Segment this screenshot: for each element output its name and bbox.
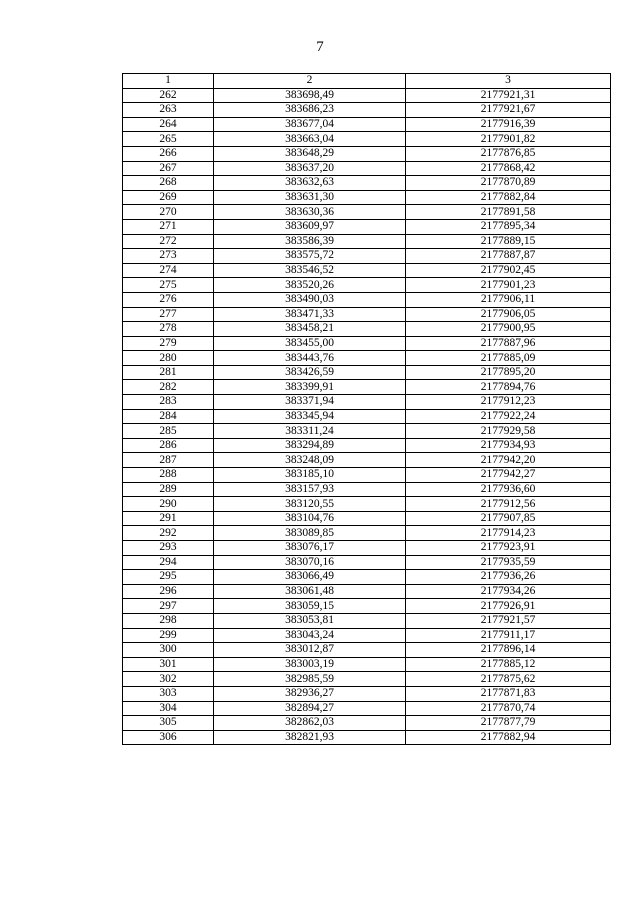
table-row (123, 438, 611, 453)
x-coordinate-cell: 383698,49 (214, 88, 406, 103)
y-coordinate-cell: 2177914,23 (406, 526, 611, 541)
y-coordinate-cell: 2177921,67 (406, 103, 611, 118)
table-row (123, 176, 611, 191)
x-coordinate-cell: 383059,15 (214, 599, 406, 614)
point-number-cell: 273 (123, 249, 214, 264)
x-coordinate-cell: 383120,55 (214, 497, 406, 512)
table-row (123, 701, 611, 716)
y-coordinate-cell: 2177901,82 (406, 132, 611, 147)
coordinates-table (122, 73, 611, 745)
y-coordinate-cell: 2177895,34 (406, 219, 611, 234)
point-number-cell: 303 (123, 686, 214, 701)
y-coordinate-cell: 2177912,56 (406, 497, 611, 512)
x-coordinate-cell: 383663,04 (214, 132, 406, 147)
point-number-cell: 267 (123, 161, 214, 176)
y-coordinate-cell: 2177902,45 (406, 263, 611, 278)
table-row (123, 409, 611, 424)
x-coordinate-cell: 383003,19 (214, 657, 406, 672)
table-row (123, 584, 611, 599)
table-row (123, 511, 611, 526)
y-coordinate-cell: 2177921,31 (406, 88, 611, 103)
point-number-cell: 284 (123, 409, 214, 424)
x-coordinate-cell: 383043,24 (214, 628, 406, 643)
y-coordinate-cell: 2177911,17 (406, 628, 611, 643)
point-number-cell: 274 (123, 263, 214, 278)
x-coordinate-cell: 383104,76 (214, 511, 406, 526)
table-row (123, 716, 611, 731)
y-coordinate-cell: 2177906,11 (406, 292, 611, 307)
table-row (123, 599, 611, 614)
point-number-cell: 287 (123, 453, 214, 468)
x-coordinate-cell: 383089,85 (214, 526, 406, 541)
table-row (123, 336, 611, 351)
x-coordinate-cell: 383345,94 (214, 409, 406, 424)
point-number-cell: 279 (123, 336, 214, 351)
y-coordinate-cell: 2177887,96 (406, 336, 611, 351)
point-number-cell: 290 (123, 497, 214, 512)
table-row (123, 453, 611, 468)
y-coordinate-cell: 2177907,85 (406, 511, 611, 526)
point-number-cell: 280 (123, 351, 214, 366)
point-number-cell: 289 (123, 482, 214, 497)
point-number-cell: 291 (123, 511, 214, 526)
point-number-cell: 262 (123, 88, 214, 103)
x-coordinate-cell: 383066,49 (214, 570, 406, 585)
table-row (123, 686, 611, 701)
point-number-cell: 265 (123, 132, 214, 147)
table-row (123, 161, 611, 176)
y-coordinate-cell: 2177870,89 (406, 176, 611, 191)
table-body (123, 88, 611, 745)
y-coordinate-cell: 2177885,09 (406, 351, 611, 366)
table-row (123, 497, 611, 512)
point-number-cell: 266 (123, 146, 214, 161)
point-number-cell: 272 (123, 234, 214, 249)
point-number-cell: 269 (123, 190, 214, 205)
table-row (123, 278, 611, 293)
x-coordinate-cell: 383311,24 (214, 424, 406, 439)
point-number-cell: 304 (123, 701, 214, 716)
y-coordinate-cell: 2177929,58 (406, 424, 611, 439)
table-row (123, 643, 611, 658)
x-coordinate-cell: 383575,72 (214, 249, 406, 264)
y-coordinate-cell: 2177868,42 (406, 161, 611, 176)
point-number-cell: 277 (123, 307, 214, 322)
y-coordinate-cell: 2177877,79 (406, 716, 611, 731)
table-row (123, 482, 611, 497)
x-coordinate-cell: 383458,21 (214, 322, 406, 337)
x-coordinate-cell: 383076,17 (214, 541, 406, 556)
x-coordinate-cell: 383631,30 (214, 190, 406, 205)
y-coordinate-cell: 2177900,95 (406, 322, 611, 337)
table-row (123, 424, 611, 439)
point-number-cell: 268 (123, 176, 214, 191)
point-number-cell: 281 (123, 365, 214, 380)
table-row (123, 190, 611, 205)
x-coordinate-cell: 383686,23 (214, 103, 406, 118)
y-coordinate-cell: 2177942,27 (406, 468, 611, 483)
point-number-cell: 271 (123, 219, 214, 234)
y-coordinate-cell: 2177935,59 (406, 555, 611, 570)
y-coordinate-cell: 2177916,39 (406, 117, 611, 132)
x-coordinate-cell: 383630,36 (214, 205, 406, 220)
table-row (123, 541, 611, 556)
point-number-cell: 263 (123, 103, 214, 118)
x-coordinate-cell: 382821,93 (214, 730, 406, 745)
x-coordinate-cell: 383443,76 (214, 351, 406, 366)
table-row (123, 526, 611, 541)
point-number-cell: 298 (123, 613, 214, 628)
point-number-cell: 264 (123, 117, 214, 132)
x-coordinate-cell: 383520,26 (214, 278, 406, 293)
table-row (123, 613, 611, 628)
point-number-cell: 297 (123, 599, 214, 614)
y-coordinate-cell: 2177921,57 (406, 613, 611, 628)
table-row (123, 103, 611, 118)
x-coordinate-cell: 383061,48 (214, 584, 406, 599)
y-coordinate-cell: 2177891,58 (406, 205, 611, 220)
point-number-cell: 275 (123, 278, 214, 293)
y-coordinate-cell: 2177934,26 (406, 584, 611, 599)
y-coordinate-cell: 2177936,26 (406, 570, 611, 585)
table-row (123, 132, 611, 147)
point-number-cell: 300 (123, 643, 214, 658)
column-header-1: 1 (123, 74, 214, 89)
x-coordinate-cell: 383248,09 (214, 453, 406, 468)
point-number-cell: 286 (123, 438, 214, 453)
x-coordinate-cell: 383399,91 (214, 380, 406, 395)
x-coordinate-cell: 383632,63 (214, 176, 406, 191)
y-coordinate-cell: 2177912,23 (406, 395, 611, 410)
x-coordinate-cell: 383157,93 (214, 482, 406, 497)
point-number-cell: 278 (123, 322, 214, 337)
x-coordinate-cell: 383426,59 (214, 365, 406, 380)
y-coordinate-cell: 2177922,24 (406, 409, 611, 424)
table-row (123, 657, 611, 672)
table-row (123, 117, 611, 132)
point-number-cell: 305 (123, 716, 214, 731)
point-number-cell: 276 (123, 292, 214, 307)
x-coordinate-cell: 383053,81 (214, 613, 406, 628)
y-coordinate-cell: 2177882,94 (406, 730, 611, 745)
table-row (123, 88, 611, 103)
y-coordinate-cell: 2177876,85 (406, 146, 611, 161)
y-coordinate-cell: 2177901,23 (406, 278, 611, 293)
table-row (123, 219, 611, 234)
x-coordinate-cell: 383070,16 (214, 555, 406, 570)
table-row (123, 307, 611, 322)
x-coordinate-cell: 383609,97 (214, 219, 406, 234)
table-row (123, 395, 611, 410)
table-row (123, 672, 611, 687)
point-number-cell: 293 (123, 541, 214, 556)
table-row (123, 146, 611, 161)
x-coordinate-cell: 383012,87 (214, 643, 406, 658)
x-coordinate-cell: 382936,27 (214, 686, 406, 701)
page-number: 7 (316, 39, 324, 55)
x-coordinate-cell: 382985,59 (214, 672, 406, 687)
point-number-cell: 301 (123, 657, 214, 672)
y-coordinate-cell: 2177923,91 (406, 541, 611, 556)
x-coordinate-cell: 382862,03 (214, 716, 406, 731)
y-coordinate-cell: 2177885,12 (406, 657, 611, 672)
point-number-cell: 270 (123, 205, 214, 220)
x-coordinate-cell: 383637,20 (214, 161, 406, 176)
point-number-cell: 306 (123, 730, 214, 745)
y-coordinate-cell: 2177871,83 (406, 686, 611, 701)
y-coordinate-cell: 2177889,15 (406, 234, 611, 249)
x-coordinate-cell: 383490,03 (214, 292, 406, 307)
point-number-cell: 302 (123, 672, 214, 687)
y-coordinate-cell: 2177895,20 (406, 365, 611, 380)
table-row (123, 730, 611, 745)
y-coordinate-cell: 2177882,84 (406, 190, 611, 205)
point-number-cell: 296 (123, 584, 214, 599)
point-number-cell: 283 (123, 395, 214, 410)
table-row (123, 249, 611, 264)
x-coordinate-cell: 383586,39 (214, 234, 406, 249)
y-coordinate-cell: 2177906,05 (406, 307, 611, 322)
x-coordinate-cell: 383471,33 (214, 307, 406, 322)
x-coordinate-cell: 383648,29 (214, 146, 406, 161)
table-row (123, 555, 611, 570)
y-coordinate-cell: 2177896,14 (406, 643, 611, 658)
point-number-cell: 282 (123, 380, 214, 395)
table-row (123, 292, 611, 307)
x-coordinate-cell: 383677,04 (214, 117, 406, 132)
table-row (123, 380, 611, 395)
point-number-cell: 292 (123, 526, 214, 541)
x-coordinate-cell: 383371,94 (214, 395, 406, 410)
y-coordinate-cell: 2177926,91 (406, 599, 611, 614)
table-row (123, 628, 611, 643)
point-number-cell: 285 (123, 424, 214, 439)
y-coordinate-cell: 2177934,93 (406, 438, 611, 453)
table-header-row (123, 74, 611, 89)
column-header-3: 3 (406, 74, 611, 89)
y-coordinate-cell: 2177875,62 (406, 672, 611, 687)
table-row (123, 351, 611, 366)
table-row (123, 205, 611, 220)
x-coordinate-cell: 382894,27 (214, 701, 406, 716)
y-coordinate-cell: 2177894,76 (406, 380, 611, 395)
y-coordinate-cell: 2177870,74 (406, 701, 611, 716)
table-row (123, 322, 611, 337)
x-coordinate-cell: 383294,89 (214, 438, 406, 453)
x-coordinate-cell: 383546,52 (214, 263, 406, 278)
table-row (123, 365, 611, 380)
y-coordinate-cell: 2177936,60 (406, 482, 611, 497)
x-coordinate-cell: 383455,00 (214, 336, 406, 351)
y-coordinate-cell: 2177887,87 (406, 249, 611, 264)
table-row (123, 570, 611, 585)
column-header-2: 2 (214, 74, 406, 89)
y-coordinate-cell: 2177942,20 (406, 453, 611, 468)
point-number-cell: 299 (123, 628, 214, 643)
table-row (123, 263, 611, 278)
point-number-cell: 294 (123, 555, 214, 570)
x-coordinate-cell: 383185,10 (214, 468, 406, 483)
point-number-cell: 295 (123, 570, 214, 585)
table-row (123, 468, 611, 483)
point-number-cell: 288 (123, 468, 214, 483)
table-row (123, 234, 611, 249)
